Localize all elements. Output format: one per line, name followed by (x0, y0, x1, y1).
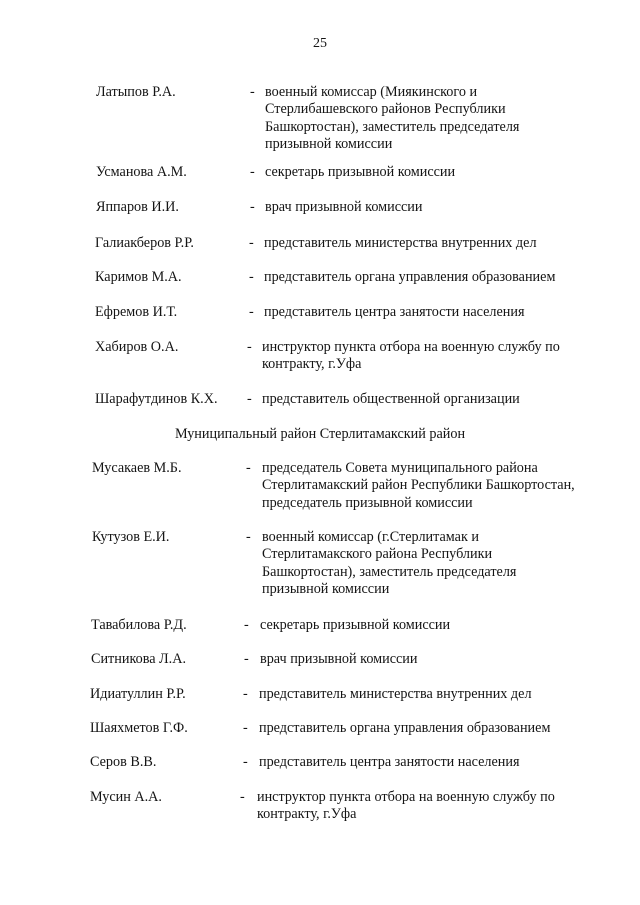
member-role: представитель органа управления образованием (264, 269, 556, 285)
member-name: Хабиров О.А. (95, 339, 179, 355)
member-name: Ситникова Л.А. (91, 651, 187, 667)
member-name: Мусин А.А. (90, 789, 162, 805)
member-role: представитель центра занятости населения (264, 304, 525, 320)
member-name: Яппаров И.И. (96, 199, 179, 215)
dash-separator: - (250, 164, 255, 180)
member-name: Серов В.В. (90, 754, 157, 770)
member-role: инструктор пункта отбора на военную службу по контракту, г.Уфа (257, 789, 555, 823)
member-name: Кутузов Е.И. (92, 529, 170, 545)
dash-separator: - (249, 269, 254, 285)
member-name: Шарафутдинов К.Х. (95, 391, 218, 407)
member-role: представитель министерства внутренних дел (264, 235, 537, 251)
member-name: Шаяхметов Г.Ф. (90, 720, 188, 736)
member-name: Латыпов Р.А. (96, 84, 176, 100)
dash-separator: - (244, 617, 249, 633)
dash-separator: - (243, 720, 248, 736)
member-role: военный комиссар (Миякинского и Стерлибашевского районов Республики Башкортостан), заместитель председателя призывной комиссии (265, 84, 520, 152)
dash-separator: - (250, 84, 255, 100)
dash-separator: - (249, 304, 254, 320)
member-role: врач призывной комиссии (260, 651, 418, 667)
member-name: Каримов М.А. (95, 269, 182, 285)
member-role: врач призывной комиссии (265, 199, 423, 215)
member-role: представитель органа управления образованием (259, 720, 551, 736)
member-role: представитель министерства внутренних дел (259, 686, 532, 702)
dash-separator: - (250, 199, 255, 215)
section-heading: Муниципальный район Стерлитамакский район (174, 426, 466, 442)
dash-separator: - (249, 235, 254, 251)
member-role: инструктор пункта отбора на военную службу по контракту, г.Уфа (262, 339, 560, 373)
dash-separator: - (244, 651, 249, 667)
member-role: представитель центра занятости населения (259, 754, 520, 770)
dash-separator: - (243, 754, 248, 770)
member-name: Галиакберов Р.Р. (95, 235, 194, 251)
dash-separator: - (240, 789, 245, 805)
member-name: Идиатуллин Р.Р. (90, 686, 186, 702)
member-name: Ефремов И.Т. (95, 304, 178, 320)
member-name: Мусакаев М.Б. (92, 460, 182, 476)
dash-separator: - (246, 529, 251, 545)
member-role: председатель Совета муниципального района Стерлитамакский район Республики Башкортостан, председатель призывной комиссии (262, 460, 575, 511)
member-name: Усманова А.М. (96, 164, 187, 180)
dash-separator: - (247, 391, 252, 407)
member-name: Тавабилова Р.Д. (91, 617, 187, 633)
member-role: секретарь призывной комиссии (265, 164, 456, 180)
member-role: военный комиссар (г.Стерлитамак и Стерлитамакского района Республики Башкортостан), заместитель председателя призывной комиссии (262, 529, 517, 597)
dash-separator: - (247, 339, 252, 355)
member-role: секретарь призывной комиссии (260, 617, 451, 633)
dash-separator: - (243, 686, 248, 702)
page-number: 25 (313, 36, 327, 51)
member-role: представитель общественной организации (262, 391, 520, 407)
dash-separator: - (246, 460, 251, 476)
